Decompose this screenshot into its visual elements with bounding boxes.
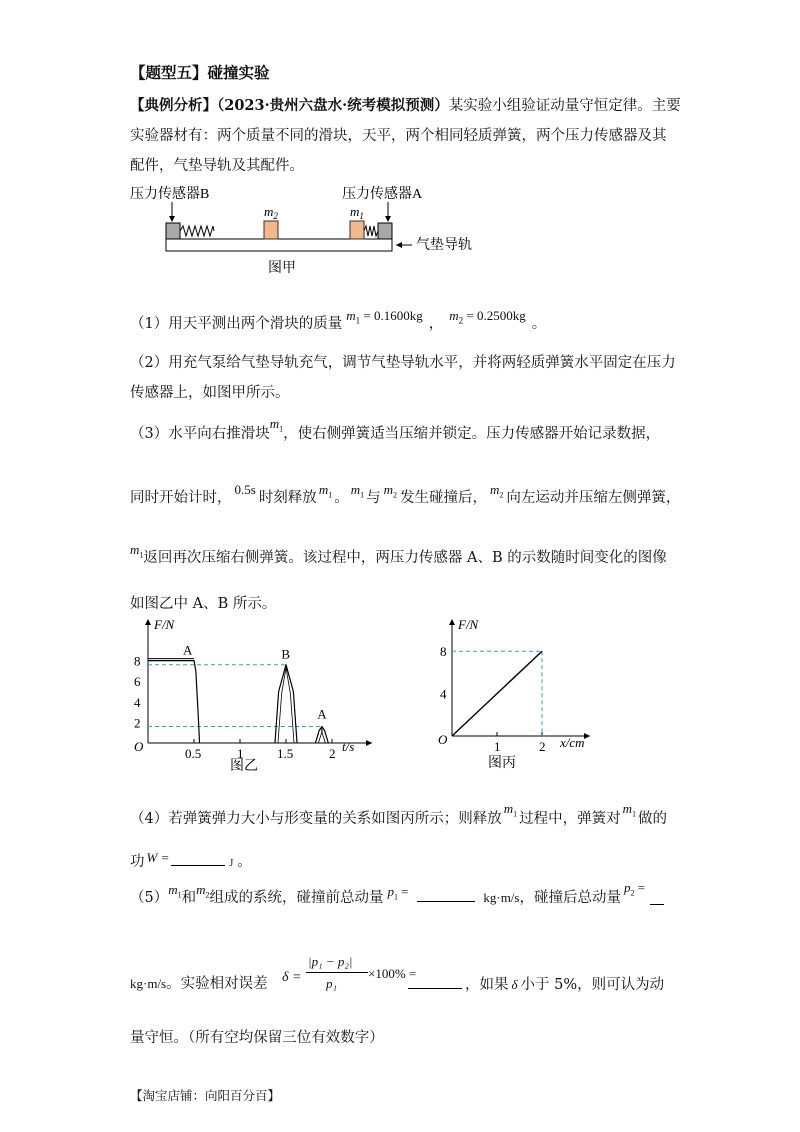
step-5-line-1: $(5)m_1$和$m_2$组成的系统，碰撞前总动量 $p_1 = kg\cdot m/s$，碰撞后总动量$p_2$ =: [130, 880, 646, 906]
step-5-line-3: 量守恒。（所有空均保留三位有效数字）: [130, 1030, 384, 1046]
step-3-line-2: 同时开始计时，0.5s时刻释放$m_1$ 。$m_1$ 与$m_2$ 发生碰撞后，$m_2$ 向左运动并压缩左侧弹簧，: [130, 482, 681, 506]
footer-note: 【淘宝店铺：向阳百分百】: [130, 1088, 281, 1103]
example-tag: 【典例分析】: [130, 97, 217, 114]
air-track-rail: [166, 239, 392, 251]
delta-answer-blank[interactable]: [408, 974, 462, 989]
figure-bing: [430, 615, 630, 775]
x-axis-label: x/cm: [560, 735, 585, 750]
x-tick-label: 1: [237, 746, 244, 761]
step-5-line-2-rest: ，如果 δ 小于 5%，则可认为动: [408, 974, 664, 995]
x-tick-label: 0.5: [185, 746, 202, 761]
work-answer-blank[interactable]: [171, 851, 225, 866]
origin-label: O: [134, 739, 144, 754]
m1-label: $m_1$: [350, 204, 364, 221]
step-5-line-2: kg·m/s。实验相对误差: [130, 976, 268, 992]
p1-answer-blank[interactable]: [417, 887, 475, 902]
y-tick-label: 4: [134, 694, 141, 710]
step-2-line-2: 传感器上，如图甲所示。: [130, 385, 290, 401]
sensor-a-label: 压力传感器A: [342, 187, 423, 202]
y-tick-label: 8: [440, 644, 447, 660]
m2-label: $m_2$: [264, 204, 278, 221]
figure-jia: [130, 182, 510, 278]
y-tick-label: 8: [134, 653, 141, 669]
series-a-curve: [148, 661, 200, 743]
y-tick-label: 4: [440, 686, 447, 702]
y-tick-label: 6: [134, 674, 141, 690]
intro-line-2: 实验器材有：两个质量不同的滑块，天平，两个相同轻质弹簧，两个压力传感器及其: [130, 128, 667, 144]
force-extension-line: [452, 651, 542, 736]
curve-label: A: [317, 706, 327, 722]
force-extension-chart: [430, 615, 630, 775]
x-axis-label: t/s: [342, 739, 355, 754]
intro-line-3: 配件，气垫导轨及其配件。: [130, 158, 304, 174]
relative-error-formula: δ = |p₁ − p₂| p₁ ×100% =: [282, 954, 417, 991]
left-spring: [180, 226, 214, 236]
intro-text: 某实验小组验证动量守恒定律。主要: [448, 98, 681, 114]
y-axis-label: F/N: [154, 617, 175, 632]
sensor-b-block: [166, 223, 180, 239]
y-tick-label: 2: [134, 715, 141, 731]
step-3-line-1: （3）水平向右推滑块$m_1$，使右侧弹簧适当压缩并锁定。压力传感器开始记录数据，: [130, 416, 661, 442]
m1-value: $m_1 = 0.1600kg$: [346, 308, 423, 326]
force-time-chart: [130, 615, 380, 775]
figure-jia-caption: 图甲: [268, 261, 296, 276]
curve-label: A: [182, 642, 193, 658]
series-b-curve: [275, 665, 297, 743]
step-3-line-4: 如图乙中 A、B 所示。: [130, 596, 277, 612]
pulse-inner-line: [278, 668, 294, 743]
sensor-b-label: 压力传感器B: [130, 187, 210, 202]
m2-value: $m_2 = 0.2500kg$: [449, 308, 526, 326]
intro-line-1: [130, 96, 681, 116]
x-tick-label: 1.5: [277, 746, 294, 761]
x-tick-label: 2: [329, 746, 336, 761]
right-spring: [364, 226, 378, 236]
sensor-a-block: [378, 223, 392, 239]
source-note: （2023·贵州六盘水·统考模拟预测）: [217, 97, 449, 114]
section-heading: 【题型五】碰撞实验: [130, 63, 270, 82]
figure-yi-caption: 图乙: [230, 759, 258, 774]
step-1: （1）用天平测出两个滑块的质量$m_1 = 0.1600kg$，$m_2 = 0.2500kg$。: [130, 308, 547, 332]
step-4-line-1: （4）若弹簧弹力大小与形变量的关系如图丙所示；则释放$m_1$ 过程中，弹簧对$m_1$ 做的: [130, 801, 668, 827]
slider-m1: [350, 221, 364, 239]
step-4-line-2: 功 W = J 。: [130, 850, 252, 870]
air-track-diagram: [130, 182, 510, 278]
slider-m2: [264, 221, 278, 239]
step-3-line-3: $m_1$返回再次压缩右侧弹簧。该过程中，两压力传感器 A、B 的示数随时间变化的图像: [130, 542, 667, 566]
p2-answer-blank-start[interactable]: [650, 904, 664, 905]
x-tick-label: 2: [539, 739, 546, 754]
step-2-line-1: （2）用充气泵给气垫导轨充气，调节气垫导轨水平，并将两轻质弹簧水平固定在压力: [130, 355, 676, 371]
y-axis-label: F/N: [458, 617, 479, 632]
figure-bing-caption: 图丙: [488, 756, 516, 771]
figure-yi: [130, 615, 380, 775]
step-1-text: （1）用天平测出两个滑块的质量: [130, 316, 343, 332]
curve-label: B: [281, 646, 291, 662]
origin-label: O: [438, 732, 448, 747]
x-tick-label: 1: [494, 739, 501, 754]
rail-label: 气垫导轨: [416, 238, 472, 253]
